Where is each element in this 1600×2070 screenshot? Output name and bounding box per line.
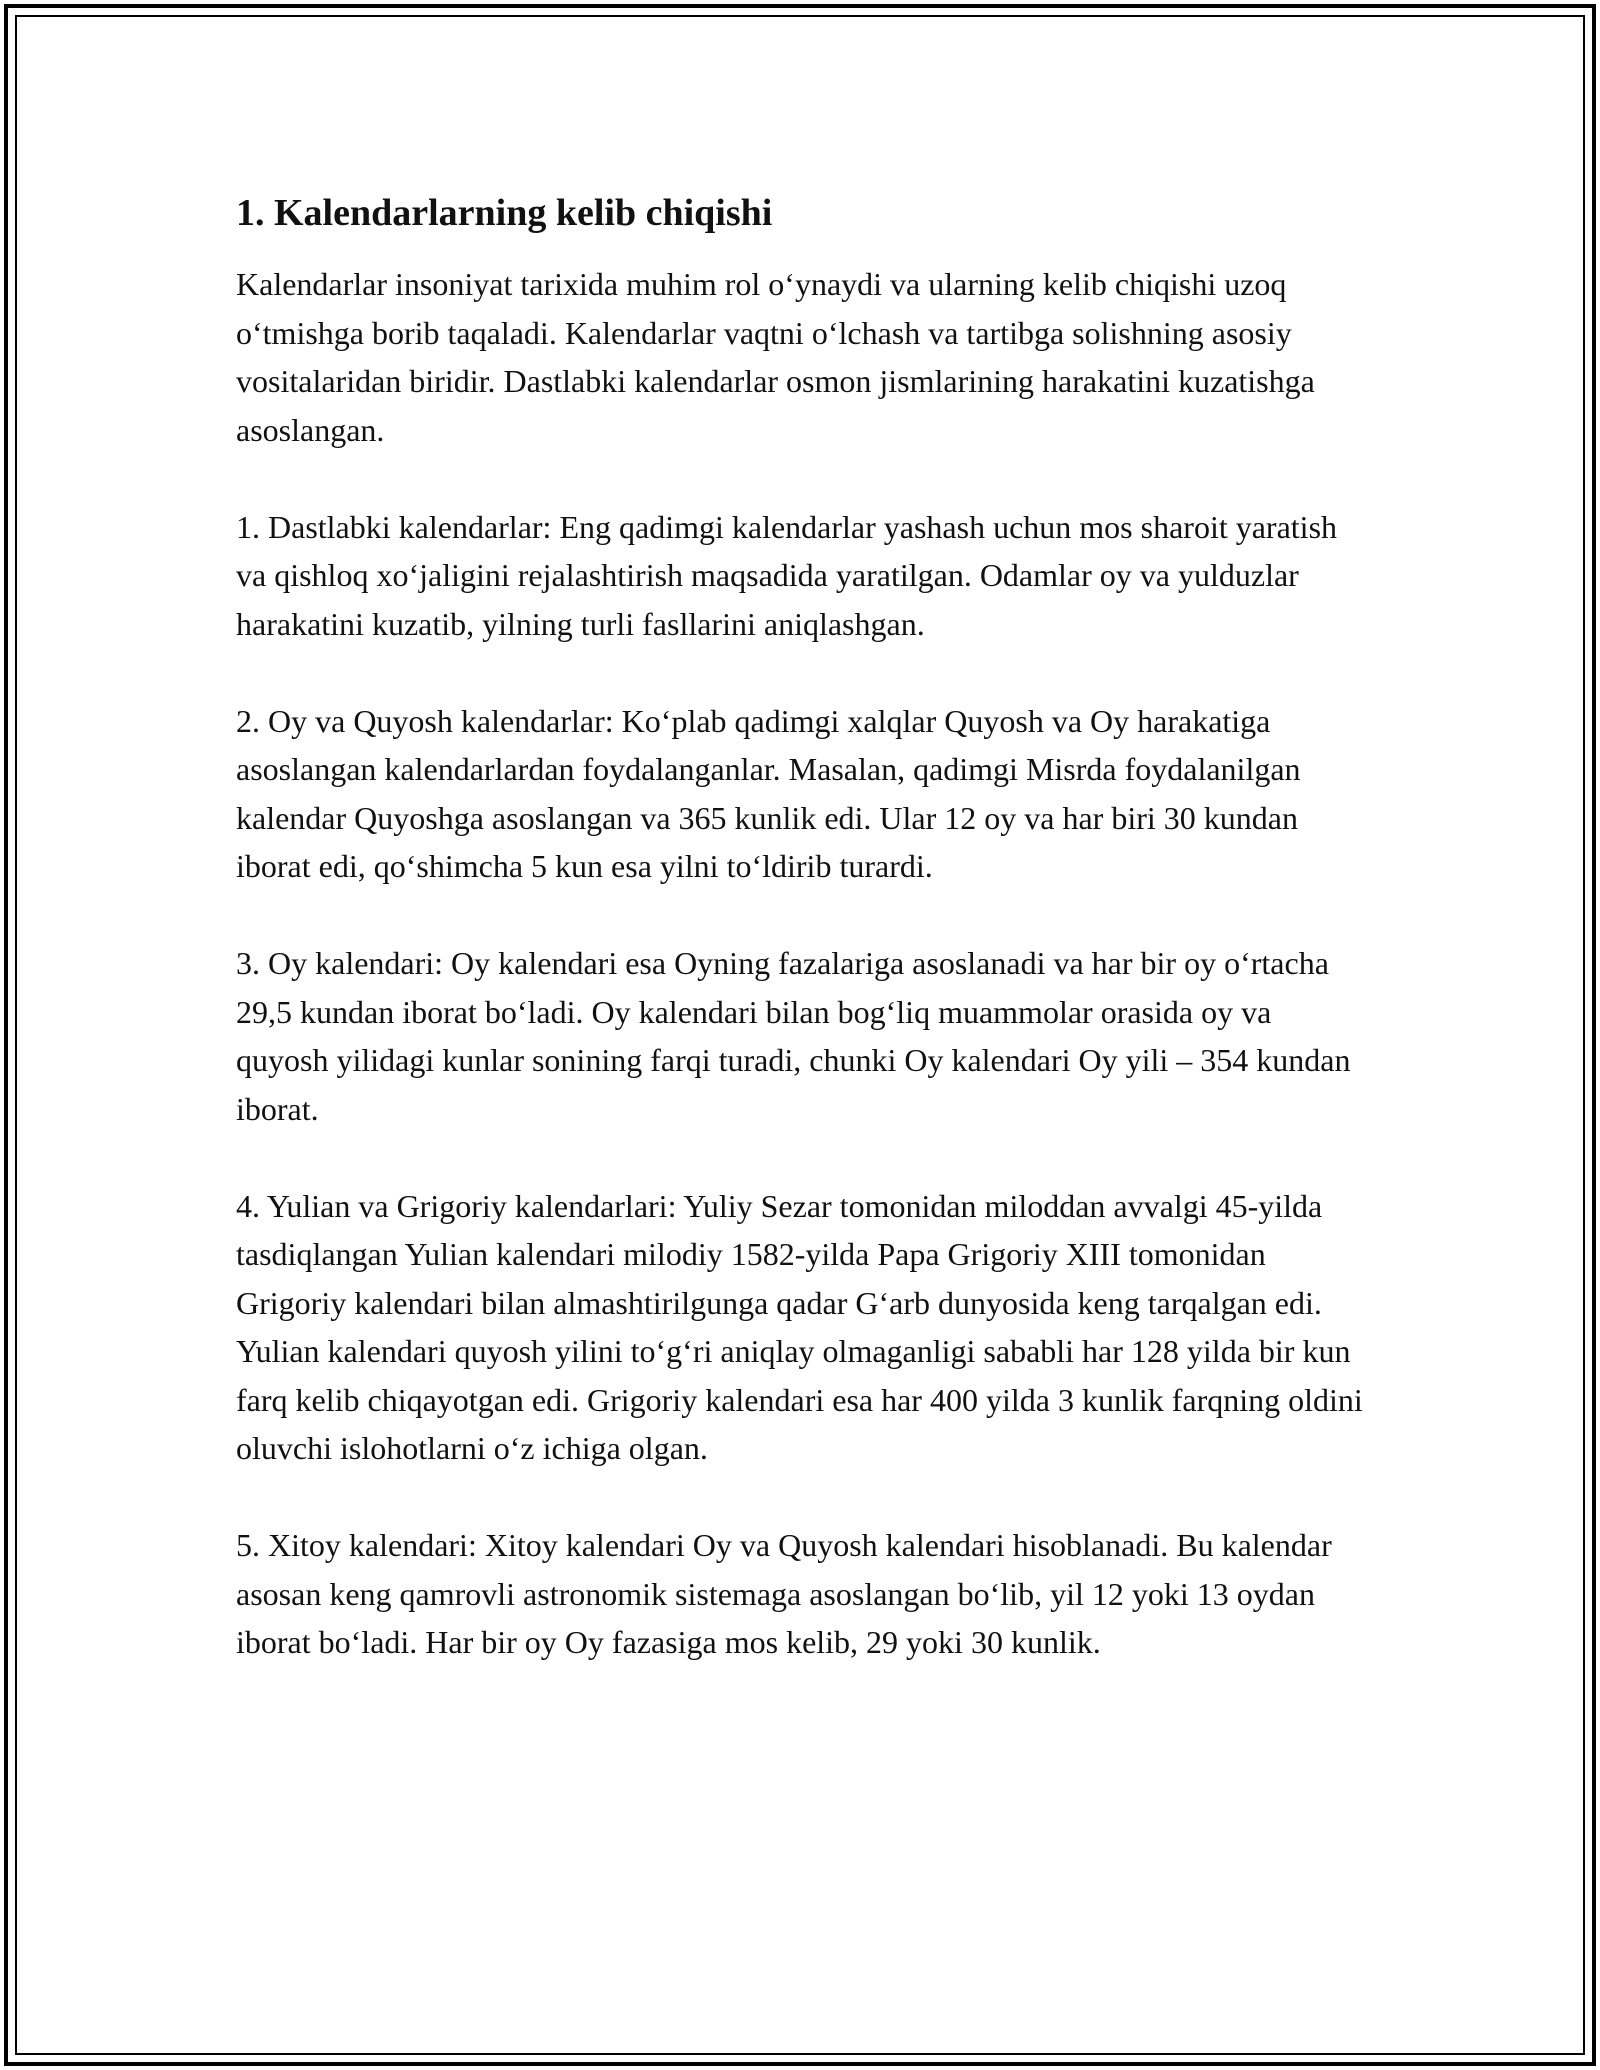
section-heading: 1. Kalendarlarning kelib chiqishi: [236, 192, 773, 234]
paragraph-chinese-calendar: 5. Xitoy kalendari: Xitoy kalendari Oy va Quyosh kalendari hisoblanadi. Bu kalendar asosan keng qamrovli astronomik sistemaga asoslangan bo‘lib, yil 12 yoki 13 oydan iborat bo‘ladi. Har bir oy Oy fazasiga mos kelib, 29 yoki 30 kunlik.: [236, 1527, 1332, 1660]
paragraph-early-calendars: 1. Dastlabki kalendarlar: Eng qadimgi kalendarlar yashash uchun mos sharoit yaratish va qishloq xo‘jaligini rejalashtirish maqsadida yaratilgan. Odamlar oy va yulduzlar harakatini kuzatib, yilning turli fasllarini aniqlashgan.: [236, 508, 1338, 642]
paragraph-julian-gregorian: 4. Yulian va Grigoriy kalendarlari: Yuliy Sezar tomonidan miloddan avvalgi 45-yilda tasdiqlangan Yulian kalendari milodiy 1582-yilda Papa Grigoriy XIII tomonidan Grigoriy kalendari bilan almashtirilgunga qadar G‘arb dunyosida keng tarqalgan edi. Yulian kalendari quyosh yilini to‘g‘ri aniqlay olmaganligi sababli har 128 yilda bir kun farq kelib chiqayotgan edi. Grigoriy kalendari esa har 400 yilda 3 kunlik farqning oldini oluvchi islohotlarni o‘z ichiga olgan.: [236, 1187, 1363, 1466]
paragraph-lunar-calendar: 3. Oy kalendari: Oy kalendari esa Oyning fazalariga asoslanadi va har bir oy o‘rtacha 29,5 kundan iborat bo‘ladi. Oy kalendari bilan bog‘liq muammolar orasida oy va quyosh yilidagi kunlar sonining farqi turadi, chunki Oy kalendari Oy yili – 354 kundan iborat.: [236, 945, 1351, 1127]
paragraph-moon-sun-calendars: 2. Oy va Quyosh kalendarlar: Ko‘plab qadimgi xalqlar Quyosh va Oy harakatiga asoslangan kalendarlardan foydalanganlar. Masalan, qadimgi Misrda foydalanilgan kalendar Quyoshga asoslangan va 365 kunlik edi. Ular 12 oy va har biri 30 kundan iborat edi, qo‘shimcha 5 kun esa yilni to‘ldirib turardi.: [236, 702, 1301, 884]
intro-paragraph: Kalendarlar insoniyat tarixida muhim rol o‘ynaydi va ularning kelib chiqishi uzoq o‘tmishga borib taqaladi. Kalendarlar vaqtni o‘lchash va tartibga solishning asosiy vositalaridan biridir. Dastlabki kalendarlar osmon jismlarining harakatini kuzatishga asoslangan.: [236, 266, 1315, 448]
document-body: [236, 186, 1366, 1715]
